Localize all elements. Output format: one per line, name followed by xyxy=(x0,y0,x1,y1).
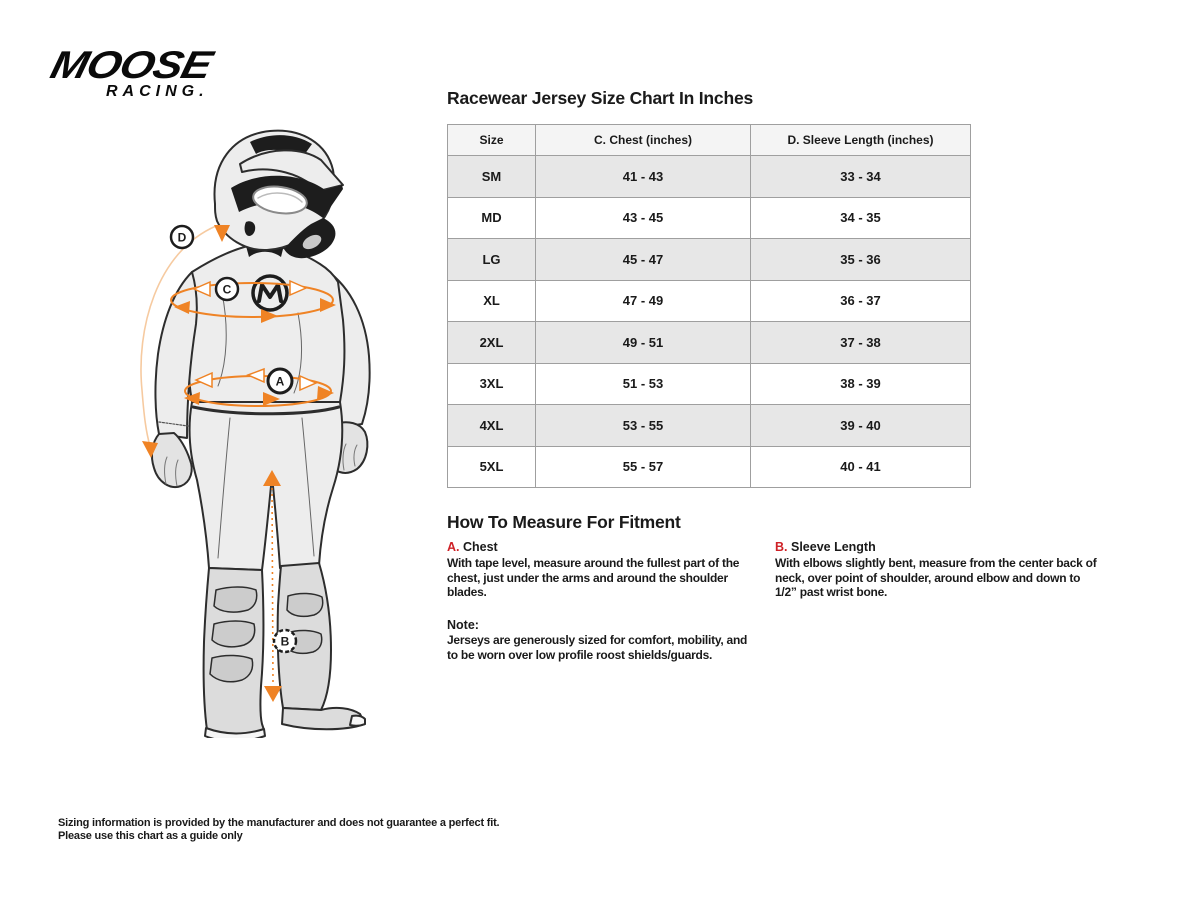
label-b: B xyxy=(280,634,290,649)
table-cell-size: 5XL xyxy=(448,446,536,488)
footer-line-2: Please use this chart as a guide only xyxy=(58,830,243,842)
table-row xyxy=(448,239,971,281)
table-header-sleeve: D. Sleeve Length (inches) xyxy=(751,125,971,156)
table-cell-chest: 45 - 47 xyxy=(536,239,751,281)
measure-section-title xyxy=(447,540,749,554)
page-title: Racewear Jersey Size Chart In Inches xyxy=(447,88,754,108)
rider-figure xyxy=(152,131,370,738)
table-header-size: Size xyxy=(448,125,536,156)
right-boot-toe xyxy=(350,716,365,726)
table-cell-chest: 53 - 55 xyxy=(536,405,751,447)
footer-disclaimer xyxy=(58,817,499,843)
table-cell-size: SM xyxy=(448,156,536,198)
table-cell-chest: 41 - 43 xyxy=(536,156,751,198)
table-cell-chest: 51 - 53 xyxy=(536,363,751,405)
table-row xyxy=(448,363,971,405)
table-cell-sleeve: 33 - 34 xyxy=(751,156,971,198)
table-row xyxy=(448,280,971,322)
table-cell-size: 4XL xyxy=(448,405,536,447)
table-cell-size: MD xyxy=(448,197,536,239)
table-row xyxy=(448,156,971,198)
table-cell-size: 2XL xyxy=(448,322,536,364)
measure-letter-a: A. xyxy=(447,540,460,554)
measure-title-sleeve: Sleeve Length xyxy=(790,540,876,554)
measure-body-chest: With tape level, measure around the fullest part of the chest, just under the arms and around the shoulder blades. xyxy=(447,556,740,599)
label-c: C xyxy=(222,282,232,297)
measure-section-chest xyxy=(447,540,749,600)
table-header-row xyxy=(448,125,971,156)
logo-wordmark-moose: MOOSE xyxy=(46,43,216,87)
table-header-chest: C. Chest (inches) xyxy=(536,125,751,156)
table-cell-sleeve: 36 - 37 xyxy=(751,280,971,322)
note-label: Note: xyxy=(447,618,479,632)
table-row xyxy=(448,322,971,364)
measure-section-sleeve xyxy=(775,540,1097,600)
inseam-arrow-down xyxy=(264,686,282,702)
inseam-dotted-line xyxy=(272,488,273,684)
measure-body-sleeve: With elbows slightly bent, measure from the center back of neck, over point of shoulder, around elbow and down to 1/2” past wrist bone. xyxy=(775,556,1097,599)
table-cell-chest: 49 - 51 xyxy=(536,322,751,364)
moose-racing-logo xyxy=(46,43,256,101)
table-cell-size: 3XL xyxy=(448,363,536,405)
table-cell-chest: 47 - 49 xyxy=(536,280,751,322)
note-section xyxy=(447,618,755,662)
table-cell-sleeve: 39 - 40 xyxy=(751,405,971,447)
table-cell-sleeve: 37 - 38 xyxy=(751,322,971,364)
label-a: A xyxy=(275,374,285,389)
footer-line-1: Sizing information is provided by the manufacturer and does not guarantee a perfect fit. xyxy=(58,817,500,829)
table-row xyxy=(448,197,971,239)
table-cell-size: XL xyxy=(448,280,536,322)
table-cell-sleeve: 38 - 39 xyxy=(751,363,971,405)
table-cell-sleeve: 40 - 41 xyxy=(751,446,971,488)
rider-measurement-diagram xyxy=(130,118,400,738)
logo-wordmark-racing: RACING. xyxy=(106,83,209,100)
table-row xyxy=(448,405,971,447)
note-body: Jerseys are generously sized for comfort, mobility, and to be worn over low profile roost shields/guards. xyxy=(447,633,748,662)
label-d: D xyxy=(177,230,187,245)
size-chart-table xyxy=(447,124,971,488)
table-cell-size: LG xyxy=(448,239,536,281)
table-row xyxy=(448,446,971,488)
table-cell-chest: 43 - 45 xyxy=(536,197,751,239)
measure-heading: How To Measure For Fitment xyxy=(447,512,681,532)
measure-title-chest: Chest xyxy=(462,540,498,554)
measure-letter-b: B. xyxy=(775,540,788,554)
table-cell-sleeve: 35 - 36 xyxy=(751,239,971,281)
left-glove xyxy=(152,433,192,487)
table-cell-sleeve: 34 - 35 xyxy=(751,197,971,239)
table-cell-chest: 55 - 57 xyxy=(536,446,751,488)
measure-section-title xyxy=(775,540,1097,554)
